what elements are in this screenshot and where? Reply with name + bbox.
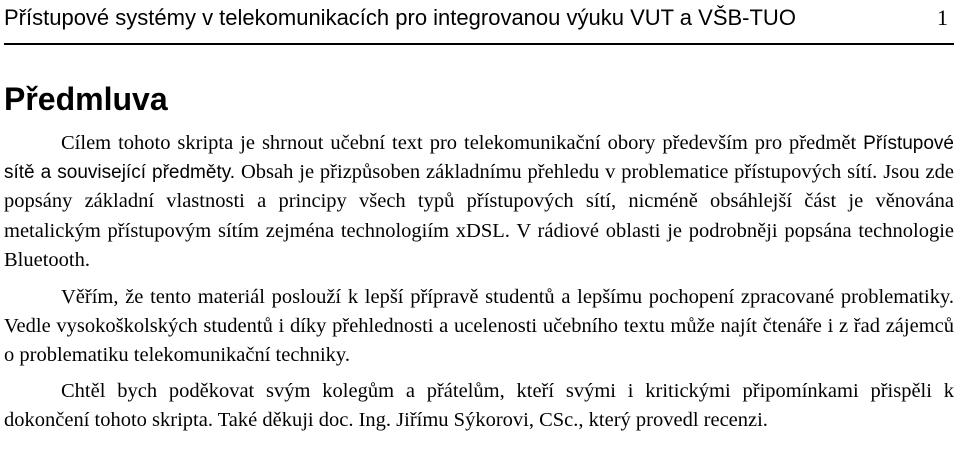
running-header-title: Přístupové systémy v telekomunikacích pro integrovanou výuku VUT a VŠB-TUO xyxy=(4,5,796,30)
paragraph-acknowledgement: Chtěl bych poděkovat svým kolegům a přátelům, kteří svými i kritickými připomínkami přispěli k dokončení tohoto skripta. Také děkuji doc. Ing. Jiřímu Sýkorovi, CSc., který provedl recenzi. xyxy=(4,380,954,432)
header-divider xyxy=(4,43,954,45)
paragraph-intro xyxy=(4,129,954,275)
paragraph-intro-body: Obsah je přizpůsoben základnímu přehledu v problematice přístupových sítí. Jsou zde popsány základní vlastnosti a principy všech typů přístupových sítí, nicméně obsáhlejší část je věnována metalickým přístupovým sítím zejména technologiím xDSL. V rádiové oblasti je podrobněji popsána technologie Bluetooth. xyxy=(4,161,954,271)
paragraph-intro-lead: Cílem tohoto skripta je shrnout učební text pro telekomunikační obory především pro předmět xyxy=(61,132,864,154)
page-number: 1 xyxy=(937,5,948,30)
paragraph-purpose: Věřím, že tento materiál poslouží k lepší přípravě studentů a lepšímu pochopení zpracované problematiky. Vedle vysokoškolských studentů i díky přehlednosti a ucelenosti učebního textu může najít čtenáře i z řad zájemců o problematiku telekomunikační techniky. xyxy=(4,286,954,367)
running-header xyxy=(4,4,956,34)
course-name: Přístupové sítě a související předměty. xyxy=(4,133,954,184)
chapter-title: Předmluva xyxy=(4,81,168,117)
